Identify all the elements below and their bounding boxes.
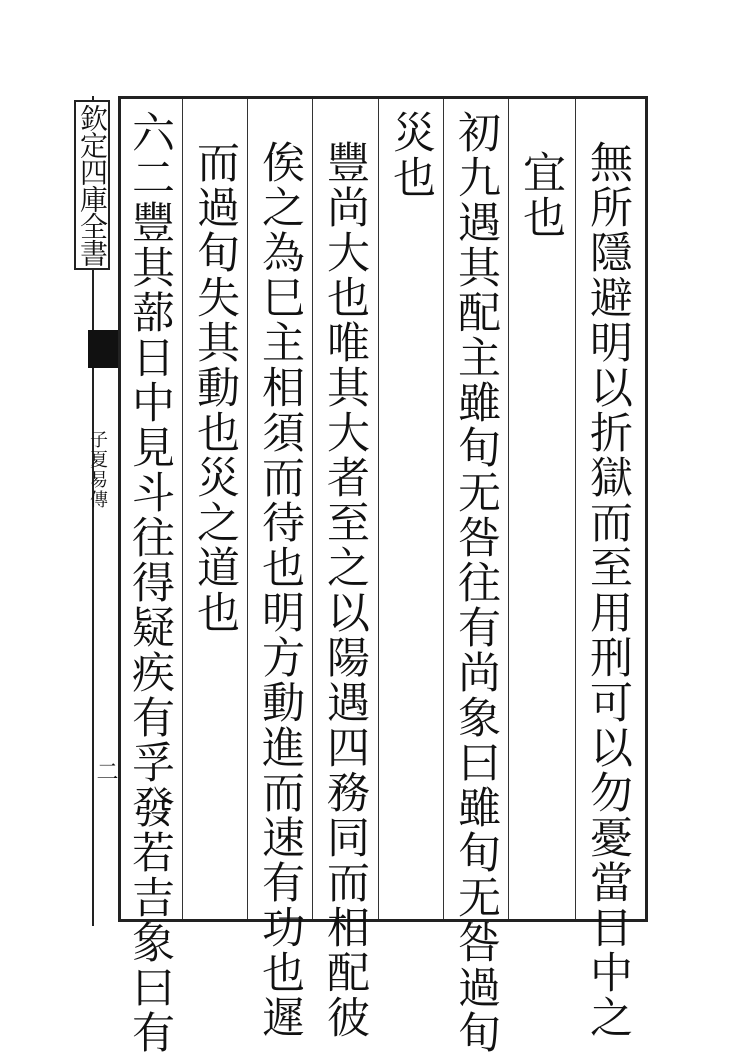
text-column-4: 災也 — [386, 110, 436, 200]
fishtail-mark — [88, 330, 118, 368]
column-rule — [508, 99, 509, 919]
margin-page-number: 二 — [93, 760, 118, 782]
text-column-6: 俟之為巳主相須而待也明方動進而速有功也遲 — [255, 140, 305, 1040]
column-rule — [312, 99, 313, 919]
column-rule — [378, 99, 379, 919]
column-rule — [443, 99, 444, 919]
text-column-8: 六二豐其蔀日中見斗往得疑疾有孚發若吉象曰有 — [125, 110, 175, 1055]
column-rule — [575, 99, 576, 919]
column-rule — [247, 99, 248, 919]
text-column-7: 而過旬失其動也災之道也 — [190, 140, 240, 635]
margin-sub-title: 子夏易傳 — [87, 430, 108, 510]
text-column-1: 無所隱避明以折獄而至用刑可以勿憂當日中之 — [583, 140, 633, 1040]
text-column-3: 初九遇其配主雖旬无咎往有尚象曰雖旬无咎過旬 — [451, 110, 501, 1055]
text-column-5: 豐尚大也唯其大者至之以陽遇四務同而相配彼 — [320, 140, 370, 1040]
margin-book-title: 欽定四庫全書 — [74, 100, 110, 270]
column-rule — [182, 99, 183, 919]
text-column-2: 宜也 — [516, 150, 566, 240]
